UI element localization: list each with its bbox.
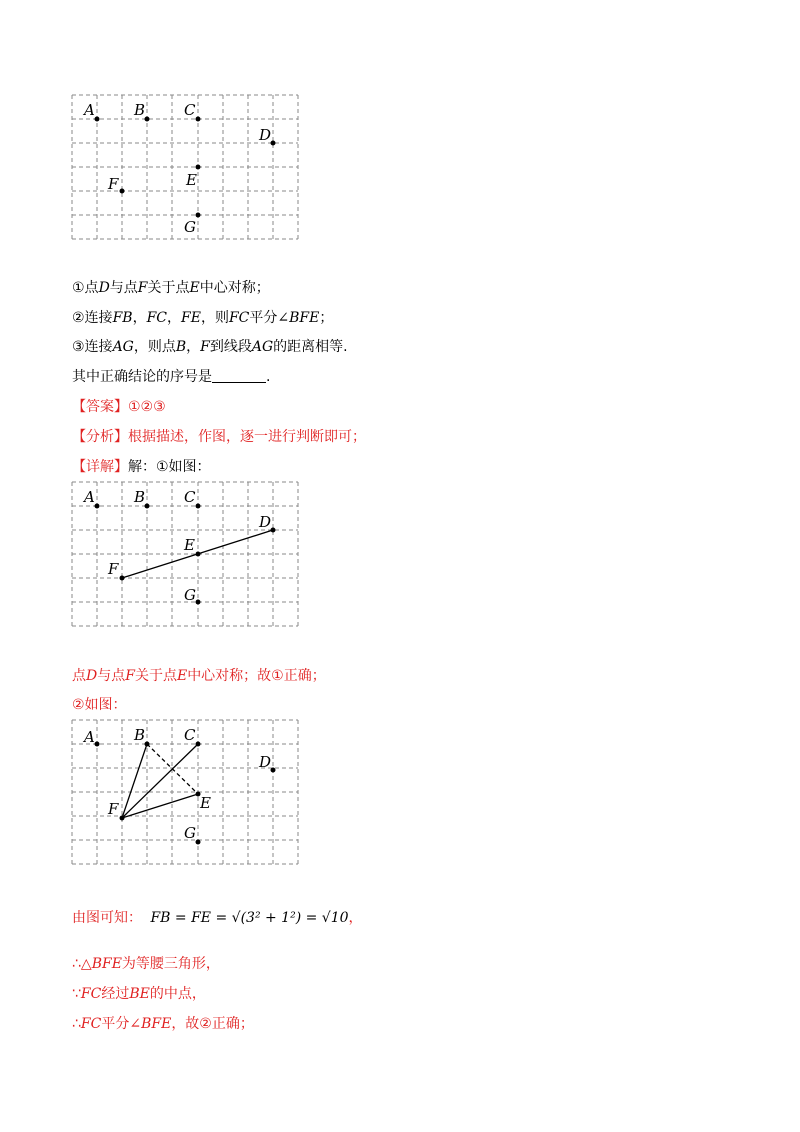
point-f	[120, 816, 125, 821]
statement-3: ③连接AG，则点B，F到线段AG的距离相等.	[72, 339, 348, 355]
label-e: E	[186, 171, 197, 189]
label-g: G	[184, 586, 196, 604]
label-f: F	[108, 560, 119, 578]
label-g: G	[184, 218, 196, 236]
label-d: D	[259, 753, 272, 771]
segment-fb	[122, 744, 147, 818]
label-b: B	[134, 726, 146, 744]
question: 其中正确结论的序号是 .	[72, 369, 271, 385]
reason-1: ∴△BFE为等腰三角形，	[72, 956, 220, 972]
conclusion-1: 点D与点F关于点E中心对称；故①正确；	[72, 668, 326, 684]
label-f: F	[108, 175, 119, 193]
label-a: A	[84, 101, 95, 119]
label-c: C	[184, 488, 196, 506]
detail: 【详解】解：①如图：	[72, 459, 211, 475]
point-c	[196, 117, 201, 122]
point-b	[145, 742, 150, 747]
statement-1: ①点D与点F关于点E中心对称；	[72, 280, 270, 296]
label-d: D	[259, 513, 272, 531]
point-g	[196, 600, 201, 605]
analysis: 【分析】根据描述，作图，逐一进行判断即可；	[72, 429, 366, 445]
point-a	[95, 504, 100, 509]
segment-fc	[122, 744, 198, 818]
label-f: F	[108, 800, 119, 818]
point-d	[271, 768, 276, 773]
point-g	[196, 213, 201, 218]
formula: FB = FE = √(3² + 1²) = √10	[150, 910, 349, 926]
point-e	[196, 165, 201, 170]
point-e	[196, 552, 201, 557]
answer-blank	[212, 368, 266, 383]
label-c: C	[184, 726, 196, 744]
label-b: B	[134, 101, 146, 119]
point-a	[95, 742, 100, 747]
step-2-intro: ②如图：	[72, 697, 127, 713]
label-a: A	[84, 488, 95, 506]
label-e: E	[200, 794, 211, 812]
point-f	[120, 189, 125, 194]
point-d	[271, 141, 276, 146]
point-a	[95, 117, 100, 122]
label-e: E	[184, 536, 195, 554]
label-a: A	[84, 728, 95, 746]
label-c: C	[184, 101, 196, 119]
point-f	[120, 576, 125, 581]
figure-2-grid	[70, 480, 302, 632]
point-b	[145, 117, 150, 122]
figure-1-grid	[70, 93, 302, 245]
reason-3: ∴FC平分∠BFE，故②正确；	[72, 1016, 254, 1032]
point-d	[271, 528, 276, 533]
label-d: D	[259, 126, 272, 144]
figure-3-grid	[70, 718, 302, 870]
label-b: B	[134, 488, 146, 506]
point-c	[196, 504, 201, 509]
point-g	[196, 840, 201, 845]
reason-2: ∵FC经过BE的中点，	[72, 986, 206, 1002]
point-c	[196, 742, 201, 747]
answer: 【答案】①②③	[72, 399, 166, 415]
point-b	[145, 504, 150, 509]
statement-2: ②连接FB，FC，FE，则FC平分∠BFE；	[72, 310, 334, 326]
label-g: G	[184, 824, 196, 842]
formula-line: 由图可知： FB = FE = √(3² + 1²) = √10，	[72, 910, 363, 926]
